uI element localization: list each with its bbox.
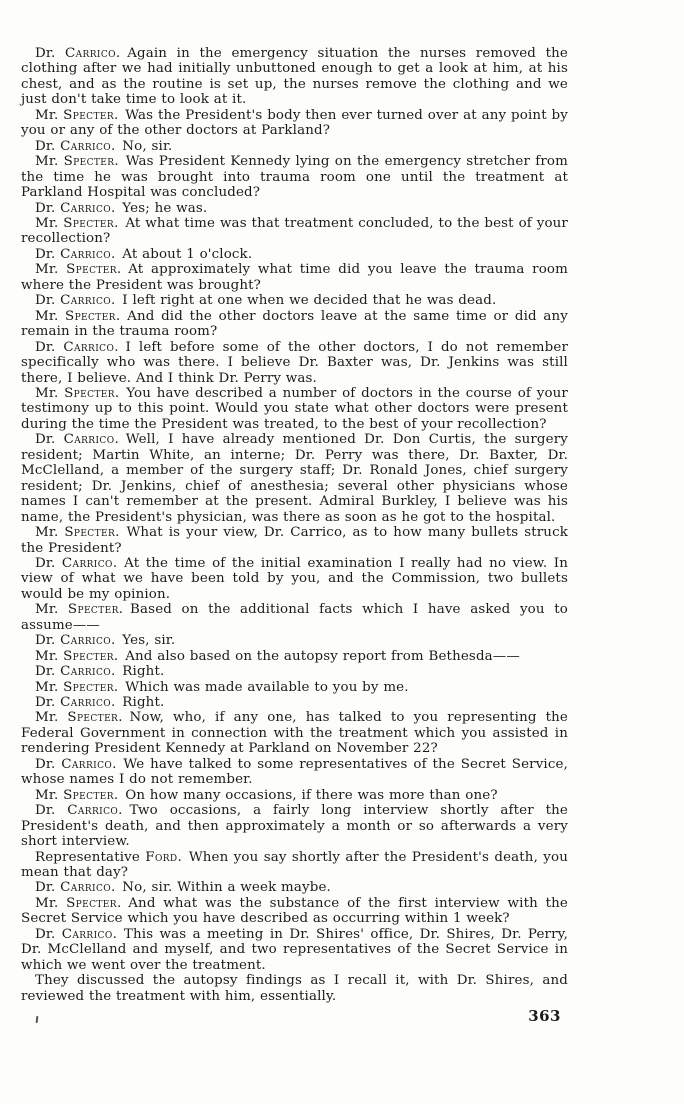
speaker-name: Mr. Specter. [35, 648, 119, 664]
testimony-text: Was President Kennedy lying on the emergency stretcher from the time he was brought into trauma room one until the treatment at Parkland Hospital was concluded? [21, 154, 568, 201]
speaker-name: Dr. Carrico. [35, 246, 116, 262]
testimony-paragraph [21, 973, 568, 1004]
testimony-paragraph [21, 850, 568, 881]
speaker-name: Mr. Specter. [35, 525, 120, 541]
testimony-text: This was a meeting in Dr. Shires' office, Dr. Shires, Dr. Perry, Dr. McClelland and myself, and two representatives of the Secret Service in which we went over the treatment. [21, 926, 568, 973]
speaker-name: Dr. Carrico. [35, 756, 117, 772]
testimony-paragraph [21, 880, 568, 895]
testimony-text: When you say shortly after the President's death, you mean that day? [21, 849, 568, 881]
page-number: 363 [528, 1007, 561, 1025]
speaker-name: Dr. Carrico. [35, 46, 121, 61]
testimony-text: And what was the substance of the first interview with the Secret Service which you have described as occurring within 1 week? [21, 895, 568, 927]
testimony-text: At the time of the initial examination I really had no view. In view of what we have been told by you, and the Commission, two bullets would be my opinion. [21, 555, 568, 602]
testimony-text: At about 1 o'clock. [122, 246, 253, 262]
testimony-text: Now, who, if any one, has talked to you representing the Federal Government in connection with the treatment which you assisted in rendering President Kennedy at Parkland on November 22? [21, 710, 568, 757]
speaker-name: Dr. Carrico. [35, 339, 119, 355]
speaker-name: Mr. Specter. [35, 308, 121, 324]
testimony-text-block [21, 46, 568, 1004]
testimony-paragraph [21, 201, 568, 216]
speaker-name: Dr. Carrico. [35, 293, 116, 309]
testimony-paragraph [21, 788, 568, 803]
testimony-paragraph [21, 602, 568, 633]
testimony-paragraph [21, 340, 568, 386]
testimony-text: I left before some of the other doctors, I do not remember specifically who was there. I believe Dr. Baxter was, Dr. Jenkins was still there, I believe. And I think Dr. Perry was. [21, 339, 568, 386]
testimony-text: They discussed the autopsy findings as I recall it, with Dr. Shires, and reviewed the treatment with him, essentially. [21, 973, 568, 1004]
testimony-paragraph [21, 386, 568, 432]
testimony-text: Right. [122, 664, 165, 680]
testimony-paragraph [21, 649, 568, 664]
speaker-name: Dr. Carrico. [35, 803, 123, 819]
speaker-name: Mr. Specter. [35, 262, 122, 278]
testimony-paragraph [21, 247, 568, 262]
speaker-name: Mr. Specter. [35, 895, 122, 911]
testimony-text: Was the President's body then ever turned over at any point by you or any of the other doctors at Parkland? [21, 107, 568, 139]
testimony-paragraph [21, 633, 568, 648]
testimony-paragraph [21, 927, 568, 973]
speaker-name: Mr. Specter. [35, 710, 123, 726]
testimony-text: And did the other doctors leave at the same time or did any remain in the trauma room? [21, 308, 568, 340]
testimony-text: No, sir. Within a week maybe. [122, 880, 331, 896]
testimony-text: Again in the emergency situation the nurses removed the clothing after we had initially unbuttoned enough to get a look at him, at his chest, and as the routine is set up, the nurses remove the clothing and we just don't take time to look at it. [21, 46, 568, 108]
testimony-paragraph [21, 139, 568, 154]
testimony-text: Based on the additional facts which I have asked you to assume—— [21, 602, 568, 633]
testimony-text: Two occasions, a fairly long interview shortly after the President's death, and then approximately a month or so afterwards a very short interview. [21, 803, 568, 850]
testimony-paragraph [21, 432, 568, 525]
speaker-name: Dr. Carrico. [35, 555, 118, 571]
testimony-paragraph [21, 680, 568, 695]
speaker-name: Dr. Carrico. [35, 695, 116, 711]
testimony-text: Right. [122, 695, 165, 711]
testimony-paragraph [21, 710, 568, 756]
testimony-paragraph [21, 216, 568, 247]
testimony-paragraph [21, 46, 568, 108]
testimony-text: No, sir. [122, 138, 173, 154]
speaker-name: Mr. Specter. [35, 602, 124, 618]
speaker-name: Mr. Specter. [35, 679, 119, 695]
testimony-text: Yes, sir. [122, 633, 176, 649]
speaker-name: Dr. Carrico. [35, 664, 116, 680]
testimony-paragraph [21, 525, 568, 556]
testimony-paragraph [21, 262, 568, 293]
testimony-text: At approximately what time did you leave the trauma room where the President was brought? [21, 262, 568, 293]
speaker-name: Dr. Carrico. [35, 432, 119, 448]
testimony-paragraph [21, 896, 568, 927]
testimony-text: On how many occasions, if there was more than one? [125, 787, 498, 803]
testimony-paragraph [21, 108, 568, 139]
testimony-text: Yes; he was. [122, 200, 208, 216]
testimony-text: We have talked to some representatives of the Secret Service, whose names I do not remember. [21, 756, 568, 788]
speaker-name: Mr. Specter. [35, 215, 119, 231]
testimony-paragraph [21, 309, 568, 340]
testimony-paragraph [21, 695, 568, 710]
testimony-text: You have described a number of doctors in the course of your testimony up to this point. Would you state what other doctors were present during the time the President was treated, to the best of your recollection? [21, 385, 568, 432]
testimony-paragraph [21, 757, 568, 788]
testimony-paragraph [21, 556, 568, 602]
testimony-text: At what time was that treatment concluded, to the best of your recollection? [21, 215, 568, 247]
testimony-paragraph [21, 664, 568, 679]
speaker-name: Dr. Carrico. [35, 200, 116, 216]
speaker-name: Mr. Specter. [35, 107, 119, 123]
testimony-text: I left right at one when we decided that he was dead. [122, 293, 497, 309]
testimony-text: What is your view, Dr. Carrico, as to how many bullets struck the President? [21, 525, 568, 556]
speaker-name: Mr. Specter. [35, 787, 119, 803]
testimony-text: Which was made available to you by me. [125, 679, 409, 695]
speaker-name: Representative Ford. [35, 849, 182, 865]
testimony-paragraph [21, 803, 568, 849]
testimony-paragraph [21, 293, 568, 308]
testimony-text: And also based on the autopsy report from Bethesda—— [125, 648, 520, 664]
speaker-name: Mr. Specter. [35, 385, 120, 401]
testimony-text: Well, I have already mentioned Dr. Don Curtis, the surgery resident; Martin White, an interne; Dr. Perry was there, Dr. Baxter, Dr. McClelland, a member of the surgery staff; Dr. Ronald Jones, chief surgery resident; Dr. Jenkins, chief of anesthesia; several other physicians whose names I can't remember at the present. Admiral Burkley, I believe was his name, the President's physician, was there as soon as he got to the hospital. [21, 432, 568, 525]
speaker-name: Dr. Carrico. [35, 880, 116, 896]
speaker-name: Mr. Specter. [35, 154, 119, 170]
speaker-name: Dr. Carrico. [35, 926, 118, 942]
testimony-paragraph [21, 154, 568, 200]
speaker-name: Dr. Carrico. [35, 138, 116, 154]
speaker-name: Dr. Carrico. [35, 633, 116, 649]
